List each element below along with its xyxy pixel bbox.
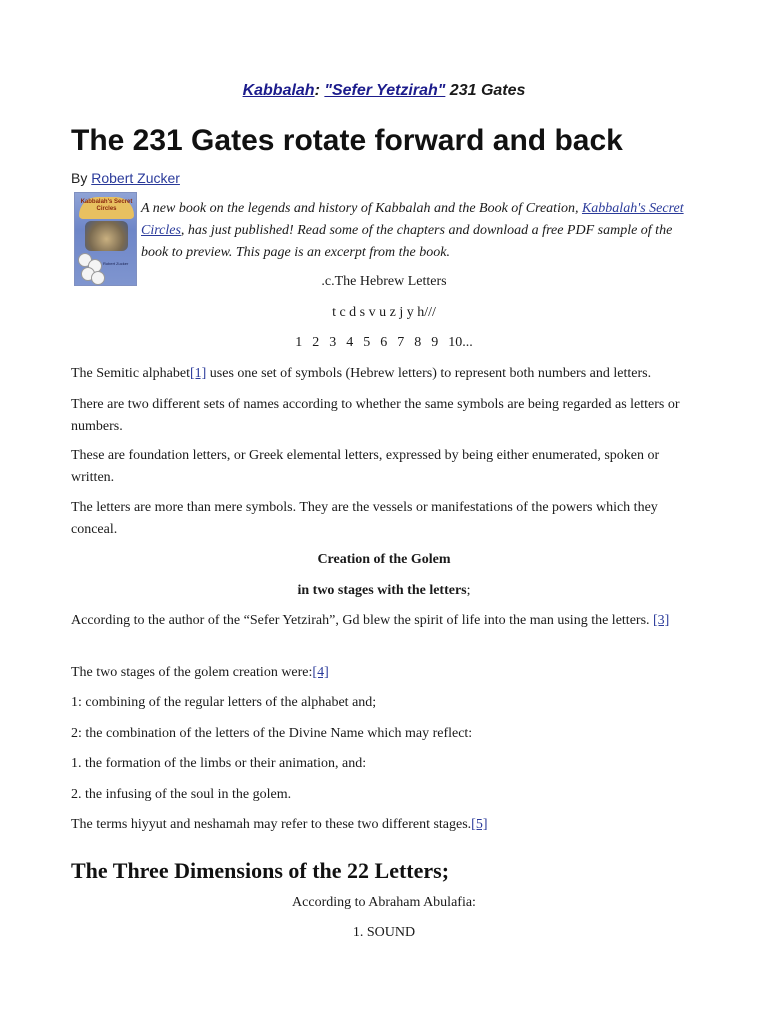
paragraph-semitic-alphabet xyxy=(71,363,697,385)
number-item: 4 xyxy=(346,335,354,350)
list-item-soul: 2. the infusing of the soul in the golem. xyxy=(71,787,292,802)
list-item-limbs: 1. the formation of the limbs or their animation, and: xyxy=(71,756,367,771)
book-cover-title: Kabbalah's Secret Circles xyxy=(79,197,134,219)
intro-text-tail: , has just published! Read some of the chapters and download a free PDF sample of the book to preview. This page is an excerpt from the book. xyxy=(141,223,673,260)
footnote-link-4[interactable]: [4] xyxy=(312,665,329,680)
breadcrumb-link-kabbalah[interactable]: Kabbalah xyxy=(242,82,315,99)
book-cover-credit: Robert Zucker xyxy=(103,261,129,266)
hebrew-letters-line: t c d s v u z j y h/// xyxy=(332,305,436,320)
golem-subheading xyxy=(71,580,697,602)
paragraph-text: uses one set of symbols (Hebrew letters) to represent both numbers and letters. xyxy=(206,366,652,381)
sound-line: 1. SOUND xyxy=(352,925,416,940)
book-link[interactable]: Kabbalah's Secret Circles xyxy=(141,201,684,238)
byline xyxy=(71,170,180,186)
byline-prefix: By xyxy=(71,170,92,186)
number-item: 2 xyxy=(312,335,320,350)
paragraph-two-sets: There are two different sets of names according to whether the same symbols are being regarded as letters or numbers. xyxy=(71,397,680,434)
paragraph-text: The Semitic alphabet xyxy=(71,366,190,381)
breadcrumb xyxy=(71,82,697,100)
paragraph-sefer-yetzirah xyxy=(71,610,697,632)
golem-heading: Creation of the Golem xyxy=(317,552,451,567)
section-heading-three-dimensions: The Three Dimensions of the 22 Letters; xyxy=(71,858,450,883)
number-item: 6 xyxy=(380,335,388,350)
list-item-stage-2: 2: the combination of the letters of the Divine Name which may reflect: xyxy=(71,726,473,741)
number-item: 8 xyxy=(414,335,422,350)
paragraph-two-stages xyxy=(71,662,697,684)
paragraph-text: The terms hiyyut and neshamah may refer to these two different stages. xyxy=(71,817,472,832)
list-item-stage-1: 1: combining of the regular letters of the alphabet and; xyxy=(71,695,377,710)
breadcrumb-link-sefer-yetzirah[interactable]: "Sefer Yetzirah" xyxy=(324,82,446,99)
book-cover-illustration xyxy=(85,221,128,251)
paragraph-hiyyut-neshamah xyxy=(71,814,697,836)
footnote-link-5[interactable]: [5] xyxy=(471,817,488,832)
author-link[interactable]: Robert Zucker xyxy=(91,170,180,186)
intro-text: A new book on the legends and history of Kabbalah and the Book of Creation, xyxy=(141,201,582,216)
number-item: 7 xyxy=(397,335,405,350)
paragraph-vessels: The letters are more than mere symbols. They are the vessels or manifestations of the powers which they conceal. xyxy=(71,500,658,537)
number-item: 3 xyxy=(329,335,337,350)
breadcrumb-separator: : xyxy=(314,82,325,99)
golem-subheading-text: in two stages with the letters xyxy=(297,583,467,598)
footnote-link-3[interactable]: [3] xyxy=(653,613,670,628)
numbers-line xyxy=(71,332,697,354)
number-item: 5 xyxy=(363,335,371,350)
paragraph-text: The two stages of the golem creation were: xyxy=(71,665,313,680)
paragraph-text: According to the author of the “Sefer Yetzirah”, Gd blew the spirit of life into the man using the letters. xyxy=(71,613,650,628)
breadcrumb-current: 231 Gates xyxy=(445,82,526,99)
page-title: The 231 Gates rotate forward and back xyxy=(71,124,623,157)
footnote-link-1[interactable]: [1] xyxy=(189,366,207,381)
intro-paragraph xyxy=(141,198,697,264)
hebrew-letters-heading: .c.The Hebrew Letters xyxy=(321,274,447,289)
golem-subheading-tail: ; xyxy=(466,583,471,598)
number-item: 9 xyxy=(431,335,439,350)
paragraph-foundation-letters: These are foundation letters, or Greek elemental letters, expressed by being either enumerated, spoken or written. xyxy=(71,448,660,485)
number-item: 1 xyxy=(295,335,303,350)
abulafia-line: According to Abraham Abulafia: xyxy=(292,895,476,910)
number-item: 10... xyxy=(448,335,473,350)
